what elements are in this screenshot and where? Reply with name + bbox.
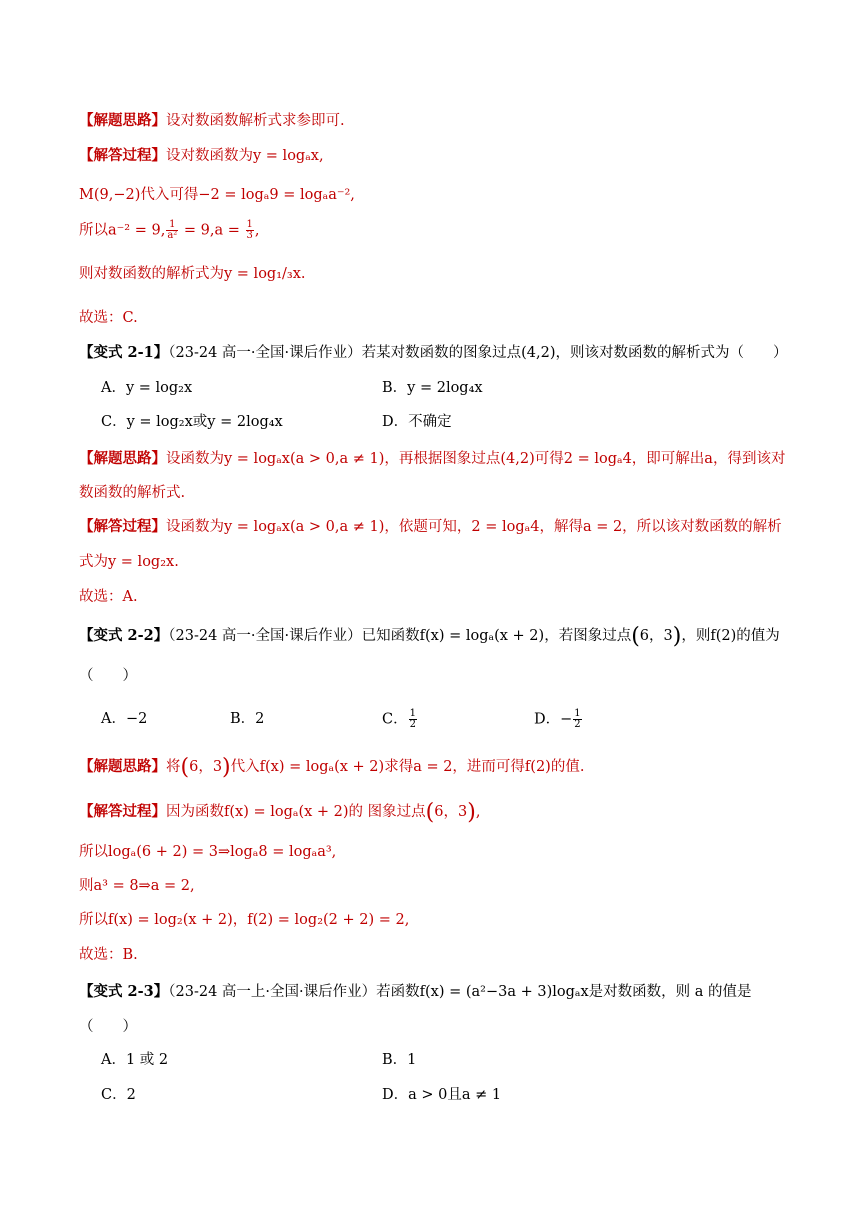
think-line [79,111,345,131]
proc-tag: 【解答过程】 [79,147,166,164]
question-stem: 若某对数函数的图象过点(4,2)，则该对数函数的解析式为（ ） [361,345,788,361]
proc-line-2: M(9,−2)代入可得−2 = logₐ9 = logₐa⁻², [79,187,355,203]
think-tag: 【解题思路】 [79,112,166,129]
proc-line-2: 式为y = log₂x. [79,554,179,570]
answer-line: 故选：A. [79,589,138,605]
proc-line-3: 则a³ = 8⇒a = 2, [79,878,195,894]
think-line: 【解题思路】将(6，3)代入f(x) = logₐ(x + 2)求得a = 2，进而可得f(2)的值. [79,755,585,780]
option-d[interactable]: D．a > 0且a ≠ 1 [382,1087,502,1103]
option-b[interactable]: B．2 [230,711,265,727]
fraction: $\frac{1}{3}$ [246,219,253,241]
question-2-1 [79,343,788,363]
option-b[interactable]: B．y = 2log₄x [382,380,483,396]
question-paren: （ ） [79,668,137,684]
question-2-2: 【变式 2-2】（23-24 高一·全国·课后作业）已知函数f(x) = logₐ(x + 2)，若图象过点(6，3)，则f(2)的值为 [79,624,780,649]
option-a[interactable]: A．1 或 2 [101,1052,169,1068]
proc-line-2: 所以logₐ(6 + 2) = 3⇒logₐ8 = logₐa³, [79,844,337,860]
option-c[interactable]: C．2 [101,1087,136,1103]
option-d[interactable]: D．不确定 [382,414,452,430]
option-c[interactable]: C．y = log₂x或y = 2log₄x [101,414,283,430]
option-c[interactable]: C． $\frac{1}{2}$ [382,708,416,730]
option-a[interactable]: A．y = log₂x [101,380,193,396]
think-text: 设对数函数解析式求参即可. [166,113,345,129]
fraction: $\frac{1}{\text{a²}}$ [167,219,178,241]
proc-text: 设对数函数为y = logₐx, [166,148,324,164]
question-source: （23-24 高一·全国·课后作业） [168,345,362,361]
option-d[interactable]: D．− $\frac{1}{2}$ [534,708,581,730]
proc-line: 【解答过程】设函数为y = logₐx(a > 0,a ≠ 1)，依题可知，2 = logₐ4，解得a = 2，所以该对数函数的解析 [79,518,782,535]
question-paren: （ ） [79,1019,137,1035]
question-2-3: 【变式 2-3】（23-24 高一上·全国·课后作业）若函数f(x) = (a²−3a + 3)logₐx是对数函数，则 a 的值是 [79,983,752,1000]
proc-line-4: 则对数函数的解析式为y = log₁/₃x. [79,266,306,282]
proc-line: 【解答过程】因为函数f(x) = logₐ(x + 2)的 图象过点(6，3), [79,800,481,825]
answer-line: 故选：B. [79,947,138,963]
think-line-2: 数函数的解析式. [79,485,186,501]
option-a[interactable]: A．−2 [101,711,148,727]
think-line: 【解题思路】设函数为y = logₐx(a > 0,a ≠ 1)，再根据图象过点(4,2)可得2 = logₐ4，即可解出a，得到该对 [79,450,786,467]
proc-line-3: 所以a⁻² = 9, $\frac{1}{\text{a²}}$ = 9,a = $\frac{1}{3}$ , [79,219,260,241]
question-title: 【变式 2-1】 [79,344,169,361]
proc-line-4: 所以f(x) = log₂(x + 2)，f(2) = log₂(2 + 2) = 2, [79,912,410,928]
proc-line [79,146,324,166]
answer-line: 故选：C. [79,310,138,326]
option-b[interactable]: B．1 [382,1052,417,1068]
